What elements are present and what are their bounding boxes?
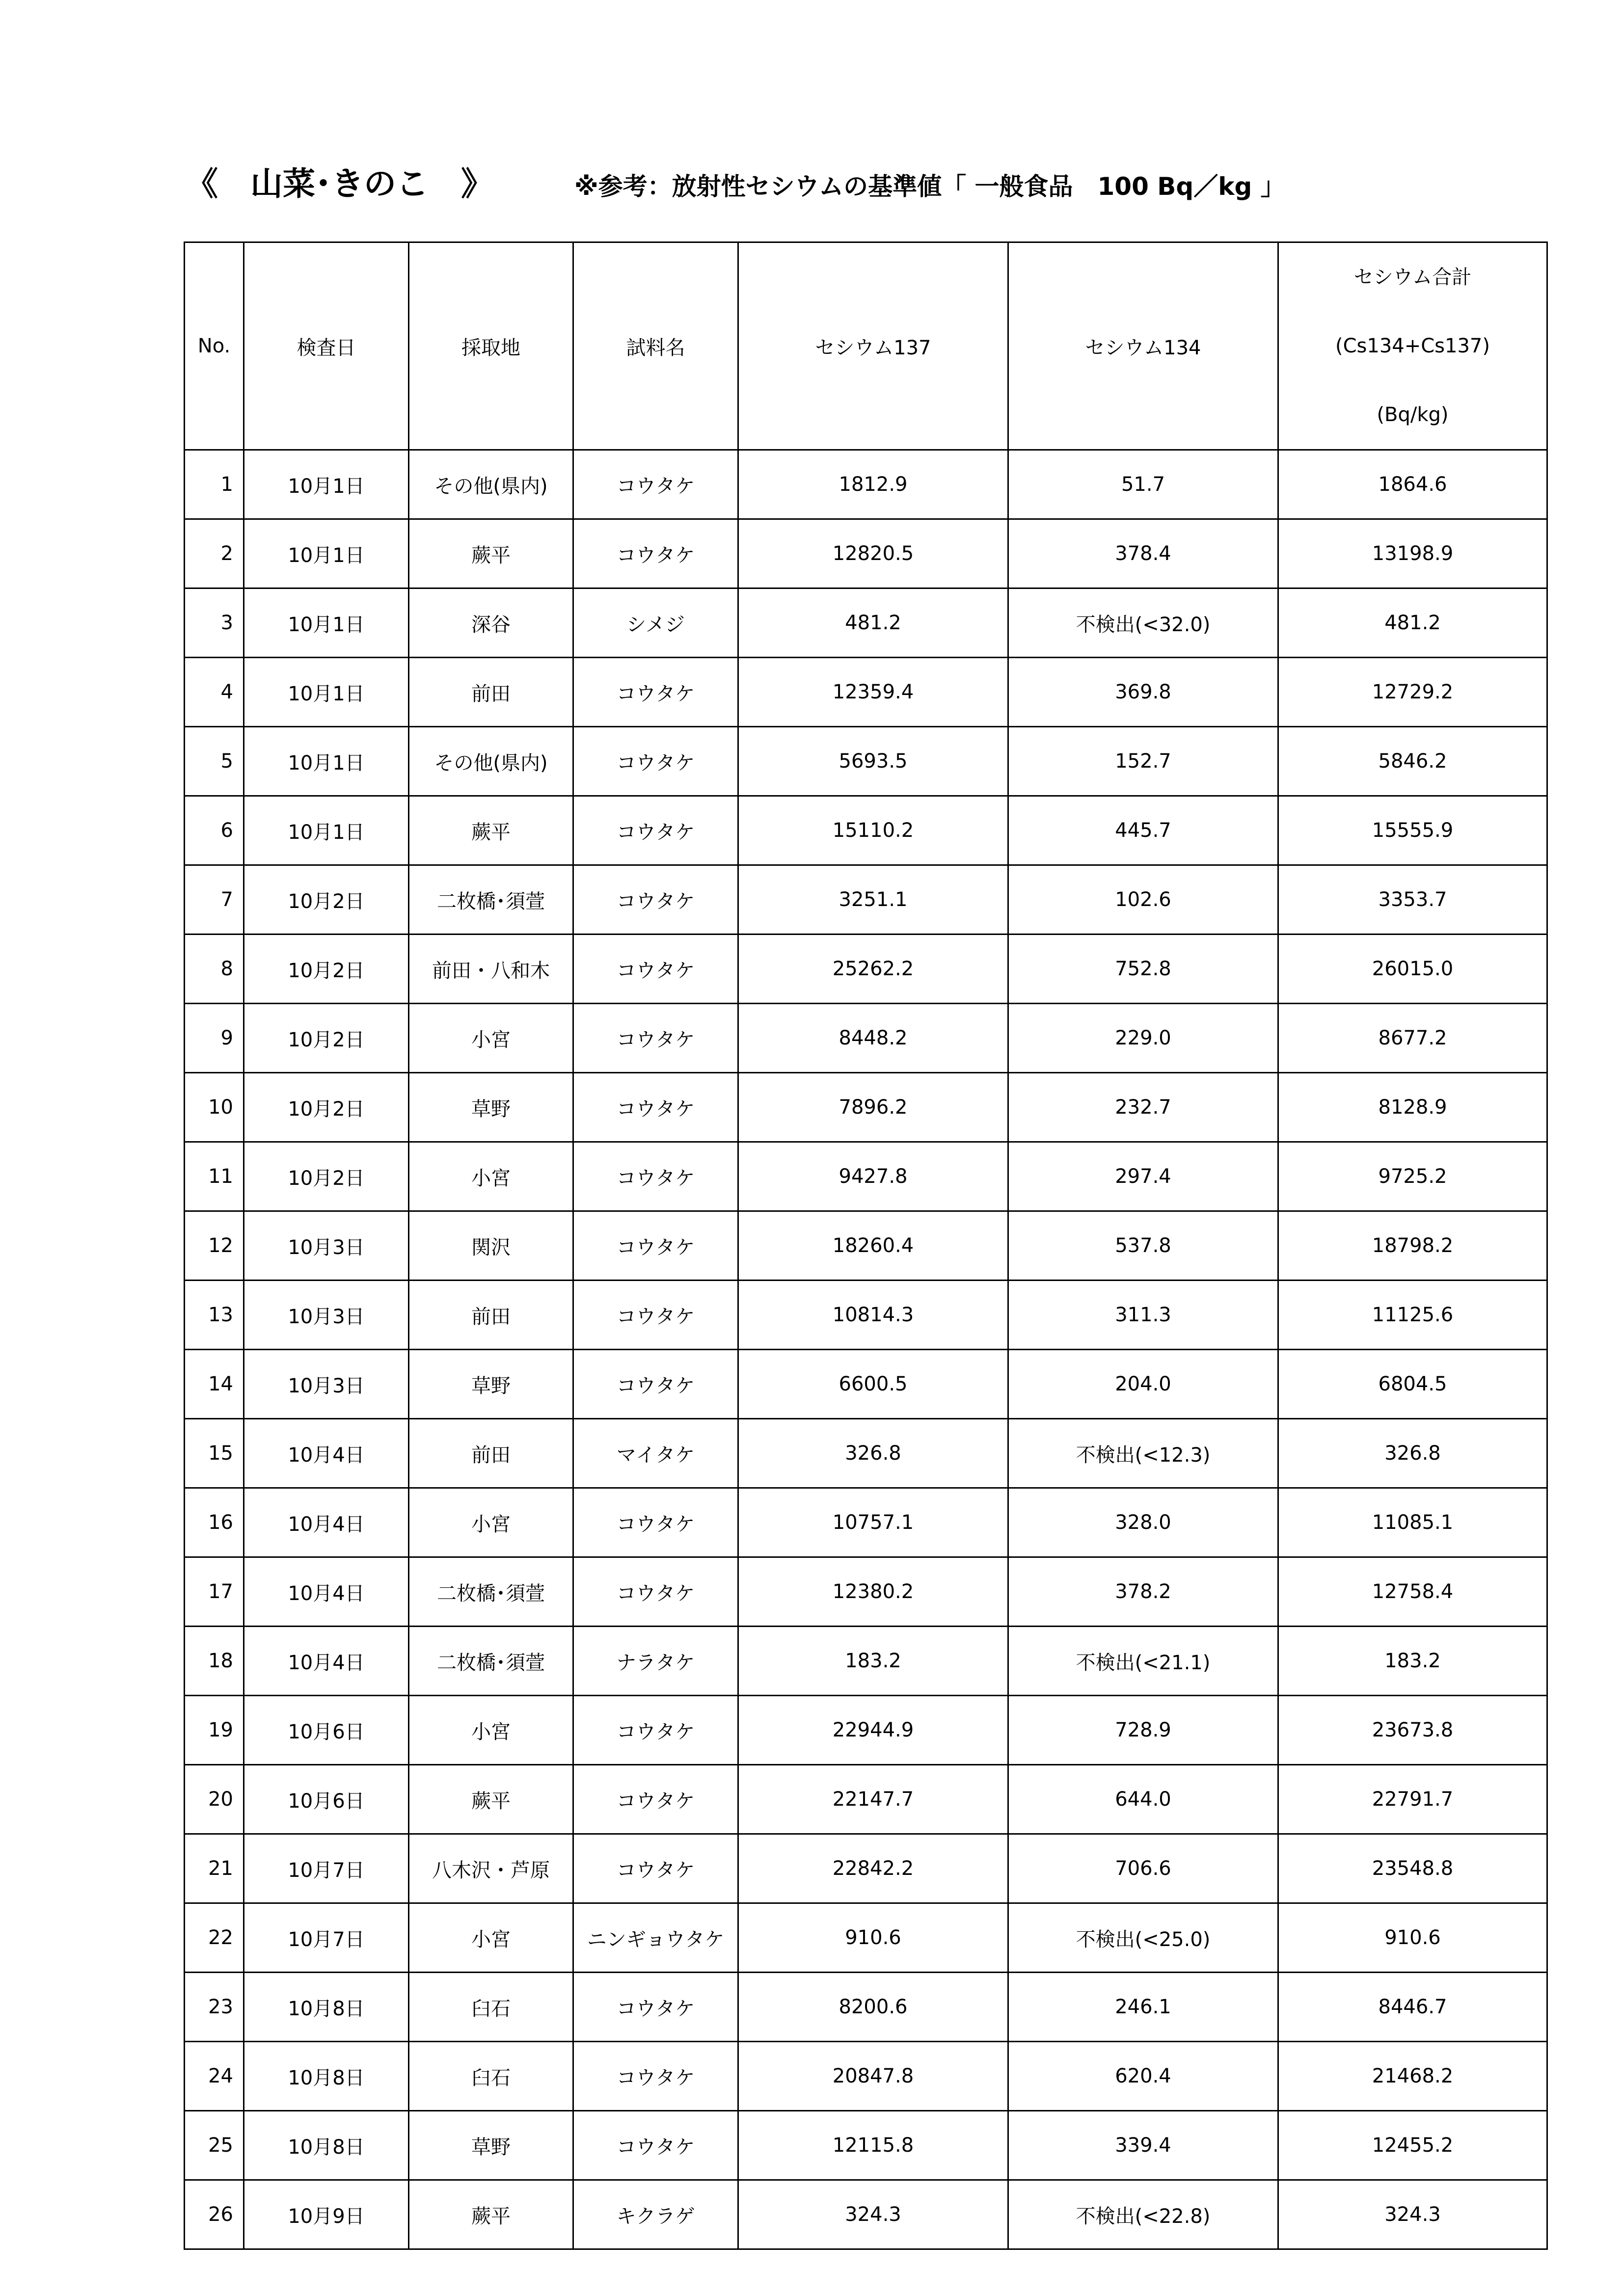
- table-row: [185, 1488, 1547, 1557]
- cell-cs134: 620.4: [1008, 2042, 1278, 2111]
- cell-cs134: 378.4: [1008, 519, 1278, 588]
- cell-sample: コウタケ: [573, 727, 738, 796]
- cell-location: 臼石: [409, 2042, 573, 2111]
- table-row: [185, 1211, 1547, 1281]
- cell-total: 326.8: [1278, 1419, 1547, 1488]
- cell-cs134: 537.8: [1008, 1211, 1278, 1281]
- cell-cs137: 12380.2: [738, 1557, 1008, 1627]
- cell-cs137: 6600.5: [738, 1350, 1008, 1419]
- cell-date: 10月4日: [244, 1488, 409, 1557]
- cell-no: 1: [185, 450, 244, 519]
- table-row: [185, 1903, 1547, 1973]
- cell-date: 10月3日: [244, 1211, 409, 1281]
- cell-total: 5846.2: [1278, 727, 1547, 796]
- cell-location: 前田: [409, 1419, 573, 1488]
- cell-total: 324.3: [1278, 2180, 1547, 2249]
- cell-location: 深谷: [409, 588, 573, 658]
- cell-total: 8677.2: [1278, 1004, 1547, 1073]
- cell-sample: マイタケ: [573, 1419, 738, 1488]
- cell-cs134: 51.7: [1008, 450, 1278, 519]
- cell-date: 10月1日: [244, 658, 409, 727]
- cell-cs134: 369.8: [1008, 658, 1278, 727]
- cell-date: 10月4日: [244, 1557, 409, 1627]
- cell-no: 23: [185, 1973, 244, 2042]
- cell-total: 8128.9: [1278, 1073, 1547, 1142]
- cell-location: 二枚橋･須萱: [409, 1557, 573, 1627]
- table-row: [185, 1557, 1547, 1627]
- cell-cs137: 12115.8: [738, 2111, 1008, 2180]
- cell-cs137: 8200.6: [738, 1973, 1008, 2042]
- cell-date: 10月7日: [244, 1834, 409, 1903]
- column-header-cs134: セシウム134: [1008, 242, 1278, 450]
- cell-cs137: 15110.2: [738, 796, 1008, 865]
- cell-cs134: 339.4: [1008, 2111, 1278, 2180]
- cell-cs137: 910.6: [738, 1903, 1008, 1973]
- cell-sample: コウタケ: [573, 1142, 738, 1211]
- cell-cs137: 25262.2: [738, 934, 1008, 1004]
- cell-no: 26: [185, 2180, 244, 2249]
- column-header-no: No.: [185, 242, 244, 450]
- cell-no: 14: [185, 1350, 244, 1419]
- cell-total: 21468.2: [1278, 2042, 1547, 2111]
- cell-location: 前田: [409, 1281, 573, 1350]
- cell-location: 蕨平: [409, 2180, 573, 2249]
- cell-cs137: 20847.8: [738, 2042, 1008, 2111]
- cell-location: 蕨平: [409, 1765, 573, 1834]
- page-title: 《 山菜･きのこ 》: [186, 165, 493, 203]
- cell-cs134: 152.7: [1008, 727, 1278, 796]
- cell-total: 12729.2: [1278, 658, 1547, 727]
- cell-cs134: 752.8: [1008, 934, 1278, 1004]
- cell-date: 10月1日: [244, 727, 409, 796]
- cell-cs137: 5693.5: [738, 727, 1008, 796]
- cell-location: 二枚橋･須萱: [409, 1627, 573, 1696]
- cell-no: 11: [185, 1142, 244, 1211]
- cell-total: 910.6: [1278, 1903, 1547, 1973]
- cell-no: 12: [185, 1211, 244, 1281]
- cell-location: 前田・八和木: [409, 934, 573, 1004]
- table-row: [185, 1696, 1547, 1765]
- cell-no: 18: [185, 1627, 244, 1696]
- reference-note: ※参考：放射性セシウムの基準値「 一般食品 100 Bq／kg 」: [574, 172, 1285, 201]
- cell-no: 24: [185, 2042, 244, 2111]
- cell-sample: コウタケ: [573, 1696, 738, 1765]
- table-row: [185, 1281, 1547, 1350]
- cell-cs137: 22147.7: [738, 1765, 1008, 1834]
- cell-date: 10月4日: [244, 1627, 409, 1696]
- cell-date: 10月6日: [244, 1765, 409, 1834]
- cell-cs137: 9427.8: [738, 1142, 1008, 1211]
- table-row: [185, 1973, 1547, 2042]
- cell-location: 小宮: [409, 1903, 573, 1973]
- table-row: [185, 865, 1547, 934]
- table-row: [185, 519, 1547, 588]
- table-row: [185, 1142, 1547, 1211]
- cell-no: 6: [185, 796, 244, 865]
- table-body: [185, 450, 1547, 2249]
- table-row: [185, 727, 1547, 796]
- cell-sample: コウタケ: [573, 1281, 738, 1350]
- cell-location: 小宮: [409, 1488, 573, 1557]
- cell-date: 10月8日: [244, 2042, 409, 2111]
- cell-cs137: 10814.3: [738, 1281, 1008, 1350]
- cell-sample: コウタケ: [573, 1488, 738, 1557]
- cell-cs137: 8448.2: [738, 1004, 1008, 1073]
- cell-location: 前田: [409, 658, 573, 727]
- cell-total: 13198.9: [1278, 519, 1547, 588]
- cell-total: 3353.7: [1278, 865, 1547, 934]
- cell-cs134: 不検出(<25.0): [1008, 1903, 1278, 1973]
- cell-date: 10月2日: [244, 1004, 409, 1073]
- cell-cs134: 246.1: [1008, 1973, 1278, 2042]
- cell-cs137: 18260.4: [738, 1211, 1008, 1281]
- cell-no: 4: [185, 658, 244, 727]
- cell-total: 183.2: [1278, 1627, 1547, 1696]
- cell-cs137: 324.3: [738, 2180, 1008, 2249]
- cell-total: 26015.0: [1278, 934, 1547, 1004]
- table-header-row: [185, 242, 1547, 450]
- table-row: [185, 1350, 1547, 1419]
- cell-sample: コウタケ: [573, 1004, 738, 1073]
- cell-location: 小宮: [409, 1004, 573, 1073]
- cell-cs137: 3251.1: [738, 865, 1008, 934]
- cell-total: 8446.7: [1278, 1973, 1547, 2042]
- cell-total: 11125.6: [1278, 1281, 1547, 1350]
- cell-sample: コウタケ: [573, 2111, 738, 2180]
- column-header-sample: 試料名: [573, 242, 738, 450]
- table-row: [185, 1419, 1547, 1488]
- cell-no: 2: [185, 519, 244, 588]
- column-header-total-line3: (Bq/kg): [1377, 403, 1449, 426]
- cell-sample: コウタケ: [573, 519, 738, 588]
- cell-date: 10月2日: [244, 1142, 409, 1211]
- cell-date: 10月2日: [244, 865, 409, 934]
- cell-cs134: 644.0: [1008, 1765, 1278, 1834]
- cell-sample: コウタケ: [573, 1765, 738, 1834]
- table-row: [185, 796, 1547, 865]
- cell-no: 3: [185, 588, 244, 658]
- cell-date: 10月2日: [244, 934, 409, 1004]
- column-header-date: 検査日: [244, 242, 409, 450]
- cell-cs134: 728.9: [1008, 1696, 1278, 1765]
- cell-no: 16: [185, 1488, 244, 1557]
- cell-date: 10月6日: [244, 1696, 409, 1765]
- cell-location: 草野: [409, 1073, 573, 1142]
- cell-cs134: 不検出(<32.0): [1008, 588, 1278, 658]
- cell-no: 25: [185, 2111, 244, 2180]
- cell-sample: コウタケ: [573, 934, 738, 1004]
- cell-date: 10月8日: [244, 1973, 409, 2042]
- cell-sample: コウタケ: [573, 865, 738, 934]
- cell-date: 10月2日: [244, 1073, 409, 1142]
- cell-cs137: 7896.2: [738, 1073, 1008, 1142]
- cell-cs134: 204.0: [1008, 1350, 1278, 1419]
- cell-total: 9725.2: [1278, 1142, 1547, 1211]
- column-header-total-line1: セシウム合計: [1353, 266, 1472, 289]
- cell-total: 1864.6: [1278, 450, 1547, 519]
- cell-date: 10月4日: [244, 1419, 409, 1488]
- table-row: [185, 934, 1547, 1004]
- cell-no: 9: [185, 1004, 244, 1073]
- cell-sample: コウタケ: [573, 796, 738, 865]
- cell-location: その他(県内): [409, 450, 573, 519]
- cell-sample: コウタケ: [573, 658, 738, 727]
- column-header-total: [1278, 242, 1547, 450]
- cell-sample: コウタケ: [573, 1973, 738, 2042]
- cell-cs137: 10757.1: [738, 1488, 1008, 1557]
- cell-date: 10月9日: [244, 2180, 409, 2249]
- cell-location: 草野: [409, 2111, 573, 2180]
- cell-no: 19: [185, 1696, 244, 1765]
- cell-location: 二枚橋･須萱: [409, 865, 573, 934]
- cell-cs137: 481.2: [738, 588, 1008, 658]
- table-row: [185, 1004, 1547, 1073]
- cell-location: 小宮: [409, 1142, 573, 1211]
- cell-total: 18798.2: [1278, 1211, 1547, 1281]
- cell-cs134: 297.4: [1008, 1142, 1278, 1211]
- cell-cs134: 不検出(<22.8): [1008, 2180, 1278, 2249]
- cell-sample: ナラタケ: [573, 1627, 738, 1696]
- cell-total: 11085.1: [1278, 1488, 1547, 1557]
- cell-cs137: 12820.5: [738, 519, 1008, 588]
- cell-cs134: 102.6: [1008, 865, 1278, 934]
- cell-date: 10月7日: [244, 1903, 409, 1973]
- cell-sample: コウタケ: [573, 2042, 738, 2111]
- table-row: [185, 588, 1547, 658]
- cell-total: 22791.7: [1278, 1765, 1547, 1834]
- cell-cs134: 不検出(<21.1): [1008, 1627, 1278, 1696]
- cell-location: 蕨平: [409, 519, 573, 588]
- cell-sample: コウタケ: [573, 450, 738, 519]
- cell-sample: コウタケ: [573, 1073, 738, 1142]
- cell-cs134: 不検出(<12.3): [1008, 1419, 1278, 1488]
- cell-location: その他(県内): [409, 727, 573, 796]
- cell-location: 八木沢・芦原: [409, 1834, 573, 1903]
- cell-total: 12758.4: [1278, 1557, 1547, 1627]
- cell-no: 13: [185, 1281, 244, 1350]
- cell-cs134: 311.3: [1008, 1281, 1278, 1350]
- cell-cs137: 22842.2: [738, 1834, 1008, 1903]
- cell-cs134: 378.2: [1008, 1557, 1278, 1627]
- column-header-total-line2: (Cs134+Cs137): [1335, 335, 1490, 357]
- table-row: [185, 2180, 1547, 2249]
- cell-cs137: 1812.9: [738, 450, 1008, 519]
- table-row: [185, 1834, 1547, 1903]
- cell-sample: コウタケ: [573, 1350, 738, 1419]
- cell-location: 小宮: [409, 1696, 573, 1765]
- table-row: [185, 450, 1547, 519]
- cell-total: 6804.5: [1278, 1350, 1547, 1419]
- cell-sample: コウタケ: [573, 1834, 738, 1903]
- cell-cs137: 326.8: [738, 1419, 1008, 1488]
- cell-no: 10: [185, 1073, 244, 1142]
- cell-date: 10月1日: [244, 519, 409, 588]
- table-row: [185, 1073, 1547, 1142]
- cell-cs134: 445.7: [1008, 796, 1278, 865]
- cell-date: 10月8日: [244, 2111, 409, 2180]
- cell-location: 関沢: [409, 1211, 573, 1281]
- cell-location: 蕨平: [409, 796, 573, 865]
- cell-date: 10月1日: [244, 796, 409, 865]
- cell-sample: コウタケ: [573, 1557, 738, 1627]
- cell-cs134: 706.6: [1008, 1834, 1278, 1903]
- table-row: [185, 2042, 1547, 2111]
- cell-sample: シメジ: [573, 588, 738, 658]
- cell-no: 7: [185, 865, 244, 934]
- cell-no: 17: [185, 1557, 244, 1627]
- cell-location: 臼石: [409, 1973, 573, 2042]
- cell-cs134: 232.7: [1008, 1073, 1278, 1142]
- column-header-cs137: セシウム137: [738, 242, 1008, 450]
- cell-no: 20: [185, 1765, 244, 1834]
- cell-cs137: 22944.9: [738, 1696, 1008, 1765]
- results-table: [184, 241, 1548, 2250]
- table-row: [185, 1765, 1547, 1834]
- cell-no: 21: [185, 1834, 244, 1903]
- cell-date: 10月1日: [244, 450, 409, 519]
- cell-cs134: 229.0: [1008, 1004, 1278, 1073]
- cell-no: 5: [185, 727, 244, 796]
- column-header-location: 採取地: [409, 242, 573, 450]
- cell-cs137: 183.2: [738, 1627, 1008, 1696]
- cell-no: 22: [185, 1903, 244, 1973]
- cell-no: 8: [185, 934, 244, 1004]
- table-row: [185, 1627, 1547, 1696]
- table-row: [185, 658, 1547, 727]
- cell-location: 草野: [409, 1350, 573, 1419]
- cell-total: 15555.9: [1278, 796, 1547, 865]
- cell-sample: キクラゲ: [573, 2180, 738, 2249]
- cell-cs134: 328.0: [1008, 1488, 1278, 1557]
- cell-date: 10月3日: [244, 1350, 409, 1419]
- cell-sample: ニンギョウタケ: [573, 1903, 738, 1973]
- cell-total: 12455.2: [1278, 2111, 1547, 2180]
- cell-no: 15: [185, 1419, 244, 1488]
- cell-total: 481.2: [1278, 588, 1547, 658]
- cell-total: 23673.8: [1278, 1696, 1547, 1765]
- table-row: [185, 2111, 1547, 2180]
- cell-date: 10月1日: [244, 588, 409, 658]
- cell-sample: コウタケ: [573, 1211, 738, 1281]
- cell-date: 10月3日: [244, 1281, 409, 1350]
- cell-cs137: 12359.4: [738, 658, 1008, 727]
- cell-total: 23548.8: [1278, 1834, 1547, 1903]
